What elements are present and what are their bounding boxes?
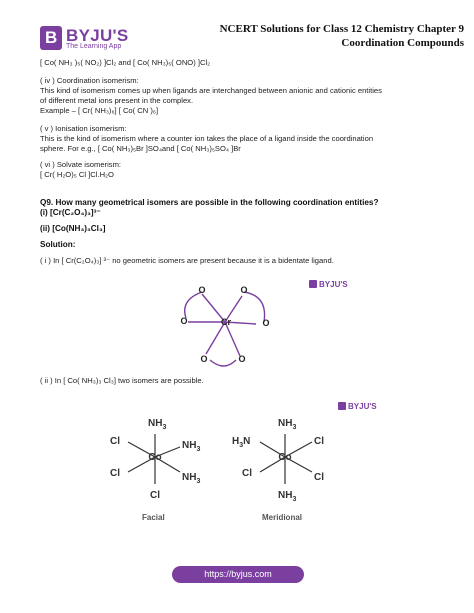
watermark-logo bbox=[309, 280, 348, 289]
footer-link[interactable]: https://byjus.com bbox=[172, 566, 304, 583]
ammine-ligand: $NH_3$ bbox=[148, 418, 167, 431]
cobalt-label: Co bbox=[278, 452, 292, 463]
meridional-label: Meridional bbox=[262, 513, 303, 522]
header-title: NCERT Solutions for Class 12 Chemistry Chapter 9 bbox=[219, 23, 464, 35]
chloro-ligand: Cl bbox=[150, 490, 160, 501]
watermark-text: BYJU'S bbox=[319, 280, 348, 289]
ammine-ligand: $H_3N$ bbox=[232, 436, 251, 449]
iv-heading: ( iv ) Coordination isomerism: bbox=[40, 76, 139, 85]
linkage-example: [ Co( NH₃ )₅( NO₂) ]Cl₂ and [ Co( NH₃)₅( ONO) ]Cl₂ bbox=[40, 58, 211, 67]
co-isomers-diagram bbox=[100, 410, 350, 530]
cobalt-label: Co bbox=[148, 452, 162, 463]
ammine-ligand: $NH_3$ bbox=[278, 418, 297, 431]
chloro-ligand: Cl bbox=[110, 436, 120, 447]
logo-badge bbox=[40, 26, 62, 50]
v-text-2: sphere. For e.g., [ Co( NH₃)₅Br ]SO₄and [ Co( NH₃)₅SO₄ ]Br bbox=[40, 144, 241, 153]
cr-oxalate-diagram bbox=[160, 278, 290, 368]
oxygen-label: O bbox=[238, 354, 246, 364]
oxygen-label: O bbox=[200, 354, 208, 364]
iv-text-1: This kind of isomerism comes up when ligands are interchanged between anionic and cationic entities bbox=[40, 86, 382, 95]
q9-question: Q9. How many geometrical isomers are possible in the following coordination entities? bbox=[40, 198, 379, 207]
logo-letter: B bbox=[45, 28, 58, 47]
v-heading: ( v ) Ionisation isomerism: bbox=[40, 124, 127, 133]
v-text-1: This is the kind of isomerism where a counter ion takes the place of a ligand inside the coordination bbox=[40, 134, 374, 143]
chloro-ligand: Cl bbox=[314, 472, 324, 483]
q9-part-ii: (ii) [Co(NH₃)₃Cl₃] bbox=[40, 224, 106, 233]
oxygen-label: O bbox=[180, 316, 188, 326]
solution-heading: Solution: bbox=[40, 240, 76, 249]
byjus-logo bbox=[40, 26, 129, 52]
oxygen-label: O bbox=[262, 318, 270, 328]
chromium-label: Cr bbox=[220, 317, 232, 327]
ammine-ligand: $NH_3$ bbox=[182, 472, 201, 485]
oxygen-label: O bbox=[198, 285, 206, 295]
ammine-ligand: $NH_3$ bbox=[278, 490, 297, 503]
iv-example: Example – [ Cr( NH₃)₆] [ Co( CN )₆] bbox=[40, 106, 159, 115]
logo-brand: BYJU'S bbox=[66, 26, 129, 45]
ammine-ligand: $NH_3$ bbox=[182, 440, 201, 453]
answer-ii: ( ii ) In [ Co( NH₃)₃ Cl₃] two isomers are possible. bbox=[40, 376, 204, 385]
chloro-ligand: Cl bbox=[314, 436, 324, 447]
page-header bbox=[220, 22, 464, 50]
watermark-badge bbox=[338, 402, 346, 410]
q9-part-i: (i) [Cr(C₂O₄)₃]³⁻ bbox=[40, 208, 101, 217]
watermark-text: BYJU'S bbox=[348, 402, 377, 411]
vi-example: [ Cr( H₂O)₅ Cl ]Cl.H₂O bbox=[40, 170, 114, 179]
oxalate-bonds bbox=[185, 292, 265, 366]
facial-label: Facial bbox=[142, 513, 165, 522]
oxygen-label: O bbox=[240, 285, 248, 295]
iv-text-2: of different metal ions present in the complex. bbox=[40, 96, 194, 105]
chloro-ligand: Cl bbox=[110, 468, 120, 479]
vi-heading: ( vi ) Solvate isomerism: bbox=[40, 160, 122, 169]
watermark-badge bbox=[309, 280, 317, 288]
chloro-ligand: Cl bbox=[242, 468, 252, 479]
header-subtitle: Coordination Compounds bbox=[341, 37, 464, 49]
answer-i: ( i ) In [ Cr(C₂O₄)₃] ³⁻ no geometric isomers are present because it is a bidentate ligand. bbox=[40, 256, 334, 265]
logo-tagline: The Learning App bbox=[66, 43, 122, 50]
